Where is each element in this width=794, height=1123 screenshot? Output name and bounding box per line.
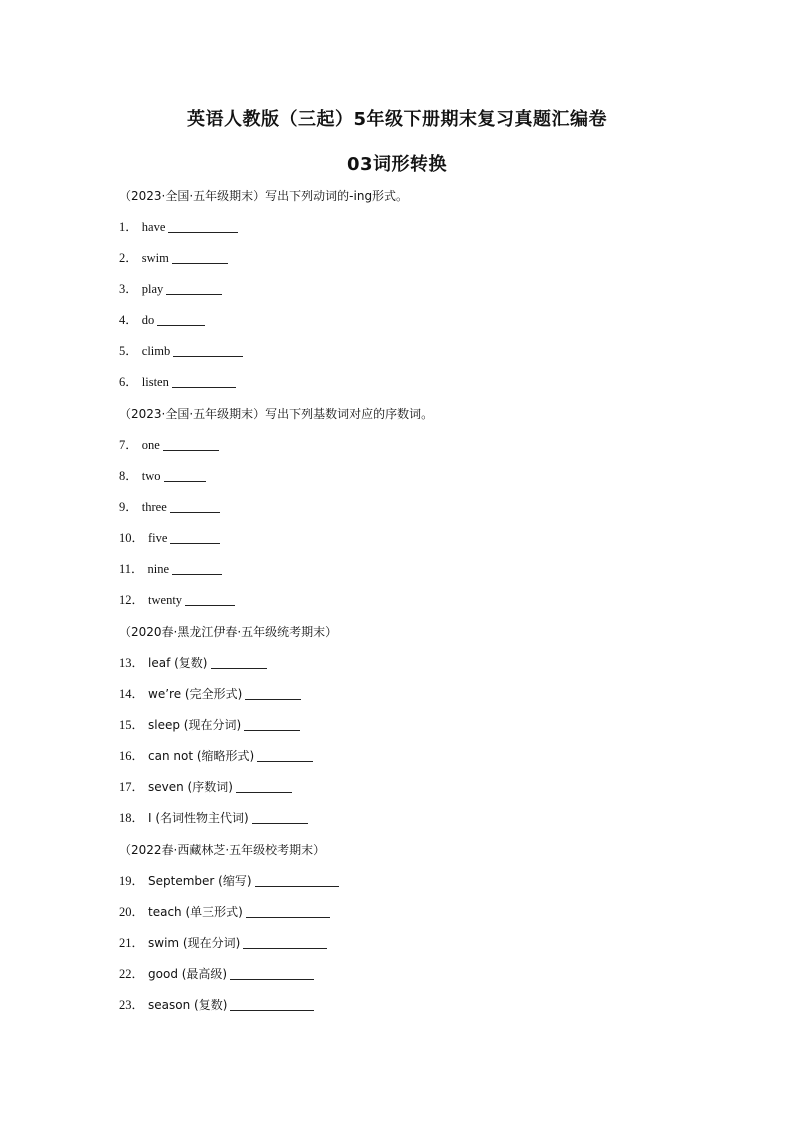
question-text: season (复数) (148, 998, 228, 1012)
question-text: swim (141, 251, 169, 265)
question-item (119, 997, 314, 1013)
question-text: have (141, 220, 166, 234)
question-number: 15． (119, 718, 145, 732)
question-item (119, 281, 222, 297)
question-item (119, 561, 222, 577)
question-text: five (148, 531, 168, 545)
section-heading-2: （2023·全国·五年级期末）写出下列基数词对应的序数词。 (119, 407, 434, 421)
answer-blank[interactable] (170, 531, 220, 544)
question-item (119, 499, 220, 515)
question-item (119, 935, 327, 951)
question-number: 14． (119, 687, 145, 701)
answer-blank[interactable] (244, 718, 300, 731)
section-heading-3: （2020春·黑龙江伊春·五年级统考期末） (119, 625, 338, 639)
answer-blank[interactable] (246, 905, 330, 918)
document-subtitle: 03词形转换 (346, 154, 448, 175)
question-number: 9． (119, 500, 138, 514)
answer-blank[interactable] (236, 780, 292, 793)
question-text: one (141, 438, 160, 452)
question-item (119, 873, 339, 889)
question-text: two (141, 469, 161, 483)
document-title: 英语人教版（三起）5年级下册期末复习真题汇编卷 (186, 109, 608, 130)
answer-blank[interactable] (168, 220, 238, 233)
section-heading-4: （2022春·西藏林芝·五年级校考期末） (119, 843, 326, 857)
answer-blank[interactable] (163, 438, 219, 451)
question-number: 8． (119, 469, 138, 483)
answer-blank[interactable] (230, 998, 314, 1011)
question-item (119, 748, 313, 764)
question-number: 10． (119, 531, 145, 545)
question-text: good (最高级) (148, 967, 228, 981)
question-item (119, 810, 308, 826)
question-item (119, 219, 238, 235)
question-number: 16． (119, 749, 145, 763)
question-text: seven (序数词) (148, 780, 233, 794)
question-number: 17． (119, 780, 145, 794)
question-item (119, 468, 206, 484)
answer-blank[interactable] (170, 500, 220, 513)
question-number: 2． (119, 251, 138, 265)
question-text: sleep (现在分词) (148, 718, 242, 732)
answer-blank[interactable] (230, 967, 314, 980)
answer-blank[interactable] (166, 282, 222, 295)
question-number: 6． (119, 375, 138, 389)
question-item (119, 530, 220, 546)
question-item (119, 779, 292, 795)
question-item (119, 717, 300, 733)
question-item (119, 592, 235, 608)
question-text: three (141, 500, 167, 514)
question-text: listen (141, 375, 169, 389)
question-number: 4． (119, 313, 138, 327)
question-text: climb (141, 344, 171, 358)
answer-blank[interactable] (173, 344, 243, 357)
answer-blank[interactable] (255, 874, 339, 887)
question-number: 1． (119, 220, 138, 234)
answer-blank[interactable] (164, 469, 206, 482)
question-item (119, 686, 301, 702)
answer-blank[interactable] (157, 313, 205, 326)
question-number: 18． (119, 811, 145, 825)
question-item (119, 966, 314, 982)
question-text: do (141, 313, 155, 327)
answer-blank[interactable] (172, 251, 228, 264)
answer-blank[interactable] (243, 936, 327, 949)
question-text: leaf (复数) (148, 656, 208, 670)
question-number: 3． (119, 282, 138, 296)
question-text: twenty (148, 593, 183, 607)
question-number: 22． (119, 967, 145, 981)
question-number: 23． (119, 998, 145, 1012)
question-number: 13． (119, 656, 145, 670)
question-item (119, 655, 267, 671)
answer-blank[interactable] (211, 656, 267, 669)
question-number: 11． (119, 562, 144, 576)
question-text: we’re (完全形式) (148, 687, 243, 701)
question-item (119, 437, 219, 453)
question-number: 19． (119, 874, 145, 888)
answer-blank[interactable] (257, 749, 313, 762)
section-heading-1: （2023·全国·五年级期末）写出下列动词的-ing形式。 (119, 189, 409, 203)
question-text: teach (单三形式) (148, 905, 243, 919)
question-text: swim (现在分词) (148, 936, 241, 950)
answer-blank[interactable] (172, 562, 222, 575)
question-number: 12． (119, 593, 145, 607)
question-number: 7． (119, 438, 138, 452)
answer-blank[interactable] (252, 811, 308, 824)
question-number: 5． (119, 344, 138, 358)
question-item (119, 250, 228, 266)
question-text: I (名词性物主代词) (148, 811, 249, 825)
answer-blank[interactable] (172, 375, 236, 388)
question-item (119, 343, 243, 359)
question-text: September (缩写) (148, 874, 252, 888)
answer-blank[interactable] (245, 687, 301, 700)
question-text: can not (缩略形式) (148, 749, 255, 763)
answer-blank[interactable] (185, 593, 235, 606)
question-text: nine (147, 562, 170, 576)
question-item (119, 374, 236, 390)
question-number: 20． (119, 905, 145, 919)
question-item (119, 312, 205, 328)
question-item (119, 904, 330, 920)
question-text: play (141, 282, 164, 296)
question-number: 21． (119, 936, 145, 950)
